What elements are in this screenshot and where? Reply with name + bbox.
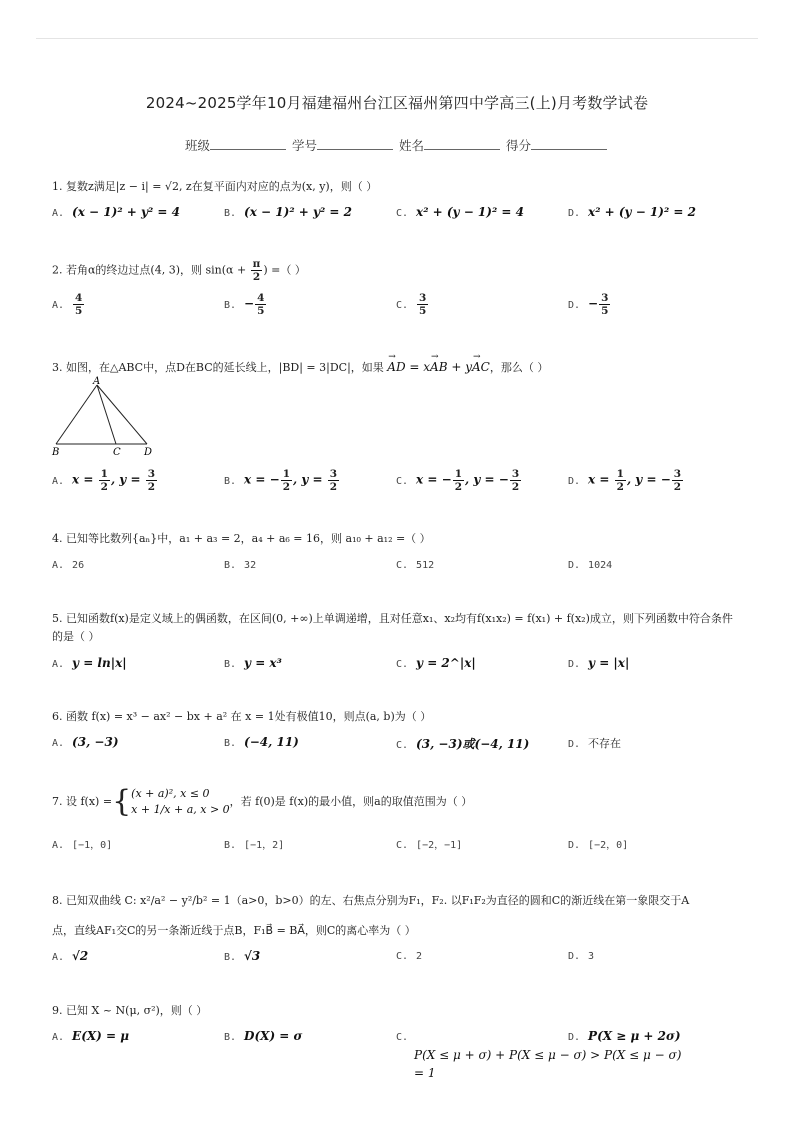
question-5-options [52, 656, 742, 678]
vertex-a-label: A [93, 376, 101, 387]
question-4-options [52, 558, 742, 580]
q2-option-a[interactable]: A. $\frac{4}{5}$ [52, 292, 83, 317]
q9-option-a[interactable]: A. E(X) = μ [52, 1029, 130, 1043]
q3-option-b[interactable]: B. x = − $\frac{1}{2}$ , y = $\frac{3}{2}$ [224, 468, 338, 493]
page-title: 2024~2025学年10月福建福州台江区福州第四中学高三(上)月考数学试卷 [145, 94, 649, 112]
field-score-label: 得分 [505, 138, 531, 153]
q2-option-b[interactable]: B. − $\frac{4}{5}$ [224, 292, 265, 317]
q3-option-d[interactable]: D. x = $\frac{1}{2}$ , y = − $\frac{3}{2}$ [568, 468, 682, 493]
question-3-options [52, 468, 742, 493]
q3-option-c[interactable]: C. x = − $\frac{1}{2}$ , y = − $\frac{3}{2}$ [396, 468, 520, 493]
field-score-blank[interactable] [531, 137, 607, 150]
field-class-blank[interactable] [210, 137, 286, 150]
question-4-stem: 4. 已知等比数列{aₙ}中，a₁ + a₃ = 2，a₄ + a₆ = 16，则 a₁₀ + a₁₂ =（ ） [52, 532, 431, 545]
question-2-stem: 2. 若角α的终边过点(4, 3)，则 sin(α + $\frac{\pi}{2}$ ) =（ ） [52, 258, 306, 283]
question-1-stem: 1. 复数z满足|z − i| = √2, z在复平面内对应的点为(x, y)，则（ ） [52, 180, 378, 193]
q8-option-a[interactable]: A. √2 [52, 949, 89, 963]
q4-option-d[interactable]: D. 1024 [568, 560, 613, 571]
field-name-blank[interactable] [424, 137, 500, 150]
vertex-c-label: C [113, 447, 121, 456]
question-3-stem: 3. 如图，在△ABC中，点D在BC的延长线上，|BD| = 3|DC|，如果 → AD = x→ AB + y→ AC，那么（ ） [52, 358, 742, 377]
question-8-stem-line2: 点，直线AF₁交C的另一条渐近线于点B，F₁B⃗ = BA⃗，则C的离心率为（ ） [52, 924, 416, 937]
q1-option-d[interactable]: D. x² + (y − 1)² = 2 [568, 205, 696, 219]
q8-option-c[interactable]: C. 2 [396, 951, 423, 962]
q7-option-c[interactable]: C. [−2，−1] [396, 840, 463, 851]
field-class-label: 班级 [184, 138, 210, 153]
field-id-blank[interactable] [317, 137, 393, 150]
question-2-options [52, 292, 742, 317]
q6-option-b[interactable]: B. (−4, 11) [224, 735, 299, 749]
q5-option-d[interactable]: D. y = |x| [568, 656, 630, 670]
q5-option-b[interactable]: B. y = x³ [224, 656, 282, 670]
segment-ad [97, 385, 147, 444]
q5-option-c[interactable]: C. y = 2^|x| [396, 656, 476, 670]
q7-option-a[interactable]: A. [−1，0] [52, 840, 113, 851]
q8-option-d[interactable]: D. 3 [568, 951, 595, 962]
triangle-figure [50, 376, 160, 456]
q3-option-a[interactable]: A. x = $\frac{1}{2}$ , y = $\frac{3}{2}$ [52, 468, 155, 493]
q9-option-c-line2: = 1 [414, 1066, 436, 1080]
q5-option-a[interactable]: A. y = ln|x| [52, 656, 127, 670]
q9-option-d[interactable]: D. P(X ≥ μ + 2σ) [568, 1029, 681, 1043]
question-1-options [52, 205, 742, 227]
student-info-row [0, 136, 794, 154]
side-ab [56, 385, 97, 444]
field-id-label: 学号 [291, 138, 317, 153]
question-6-stem: 6. 函数 f(x) = x³ − ax² − bx + a² 在 x = 1处有极值10，则点(a, b)为（ ） [52, 710, 432, 723]
q4-option-c[interactable]: C. 512 [396, 560, 435, 571]
q6-option-d[interactable]: D. 不存在 [568, 737, 622, 750]
question-8-options [52, 949, 742, 971]
vertex-d-label: D [144, 447, 153, 456]
q9-option-c-line1: P(X ≤ μ + σ) + P(X ≤ μ − σ) > P(X ≤ μ − σ) [414, 1048, 682, 1062]
question-9-stem: 9. 已知 X ~ N(μ, σ²)，则（ ） [52, 1004, 208, 1017]
q6-option-a[interactable]: A. (3, −3) [52, 735, 119, 749]
q1-option-b[interactable]: B. (x − 1)² + y² = 2 [224, 205, 352, 219]
q1-option-a[interactable]: A. (x − 1)² + y² = 4 [52, 205, 180, 219]
piecewise-cases: (x + a)², x ≤ 0 x + 1/x + a, x > 0 [131, 787, 230, 816]
q7-option-d[interactable]: D. [−2，0] [568, 840, 629, 851]
piecewise-brace: { [112, 784, 132, 819]
field-name-label: 姓名 [398, 138, 424, 153]
q2-option-c[interactable]: C. $\frac{3}{5}$ [396, 292, 427, 317]
question-8-stem-line1: 8. 已知双曲线 C: x²/a² − y²/b² = 1（a>0，b>0）的左、右焦点分别为F₁，F₂. 以F₁F₂为直径的圆和C的渐近线在第一象限交于A [52, 894, 690, 907]
q1-option-c[interactable]: C. x² + (y − 1)² = 4 [396, 205, 524, 219]
question-7-options [52, 836, 742, 858]
top-divider [36, 38, 758, 39]
q9-option-c[interactable]: C. [396, 1032, 409, 1043]
q9-option-b[interactable]: B. D(X) = σ [224, 1029, 303, 1043]
q4-option-a[interactable]: A. 26 [52, 560, 85, 571]
segment-ac [97, 385, 116, 444]
question-7-stem: 7. 设 f(x) ={ (x + a)², x ≤ 0 x + 1/x + a, x > 0 ，若 f(0)是 f(x)的最小值，则a的取值范围为（ ） [52, 784, 473, 819]
question-5-stem: 5. 已知函数f(x)是定义域上的偶函数，在区间(0, +∞)上单调递增，且对任意x₁、x₂均有f(x₁x₂) = f(x₁) + f(x₂)成立，则下列函数中符合条件的是（ ） [52, 612, 733, 643]
q4-option-b[interactable]: B. 32 [224, 560, 257, 571]
vertex-b-label: B [52, 447, 60, 456]
q8-option-b[interactable]: B. √3 [224, 949, 261, 963]
q2-option-d[interactable]: D. − $\frac{3}{5}$ [568, 292, 609, 317]
question-6-options [52, 735, 742, 757]
q6-option-c[interactable]: C. (3, −3)或(−4, 11) [396, 737, 530, 751]
q7-option-b[interactable]: B. [−1，2] [224, 840, 285, 851]
